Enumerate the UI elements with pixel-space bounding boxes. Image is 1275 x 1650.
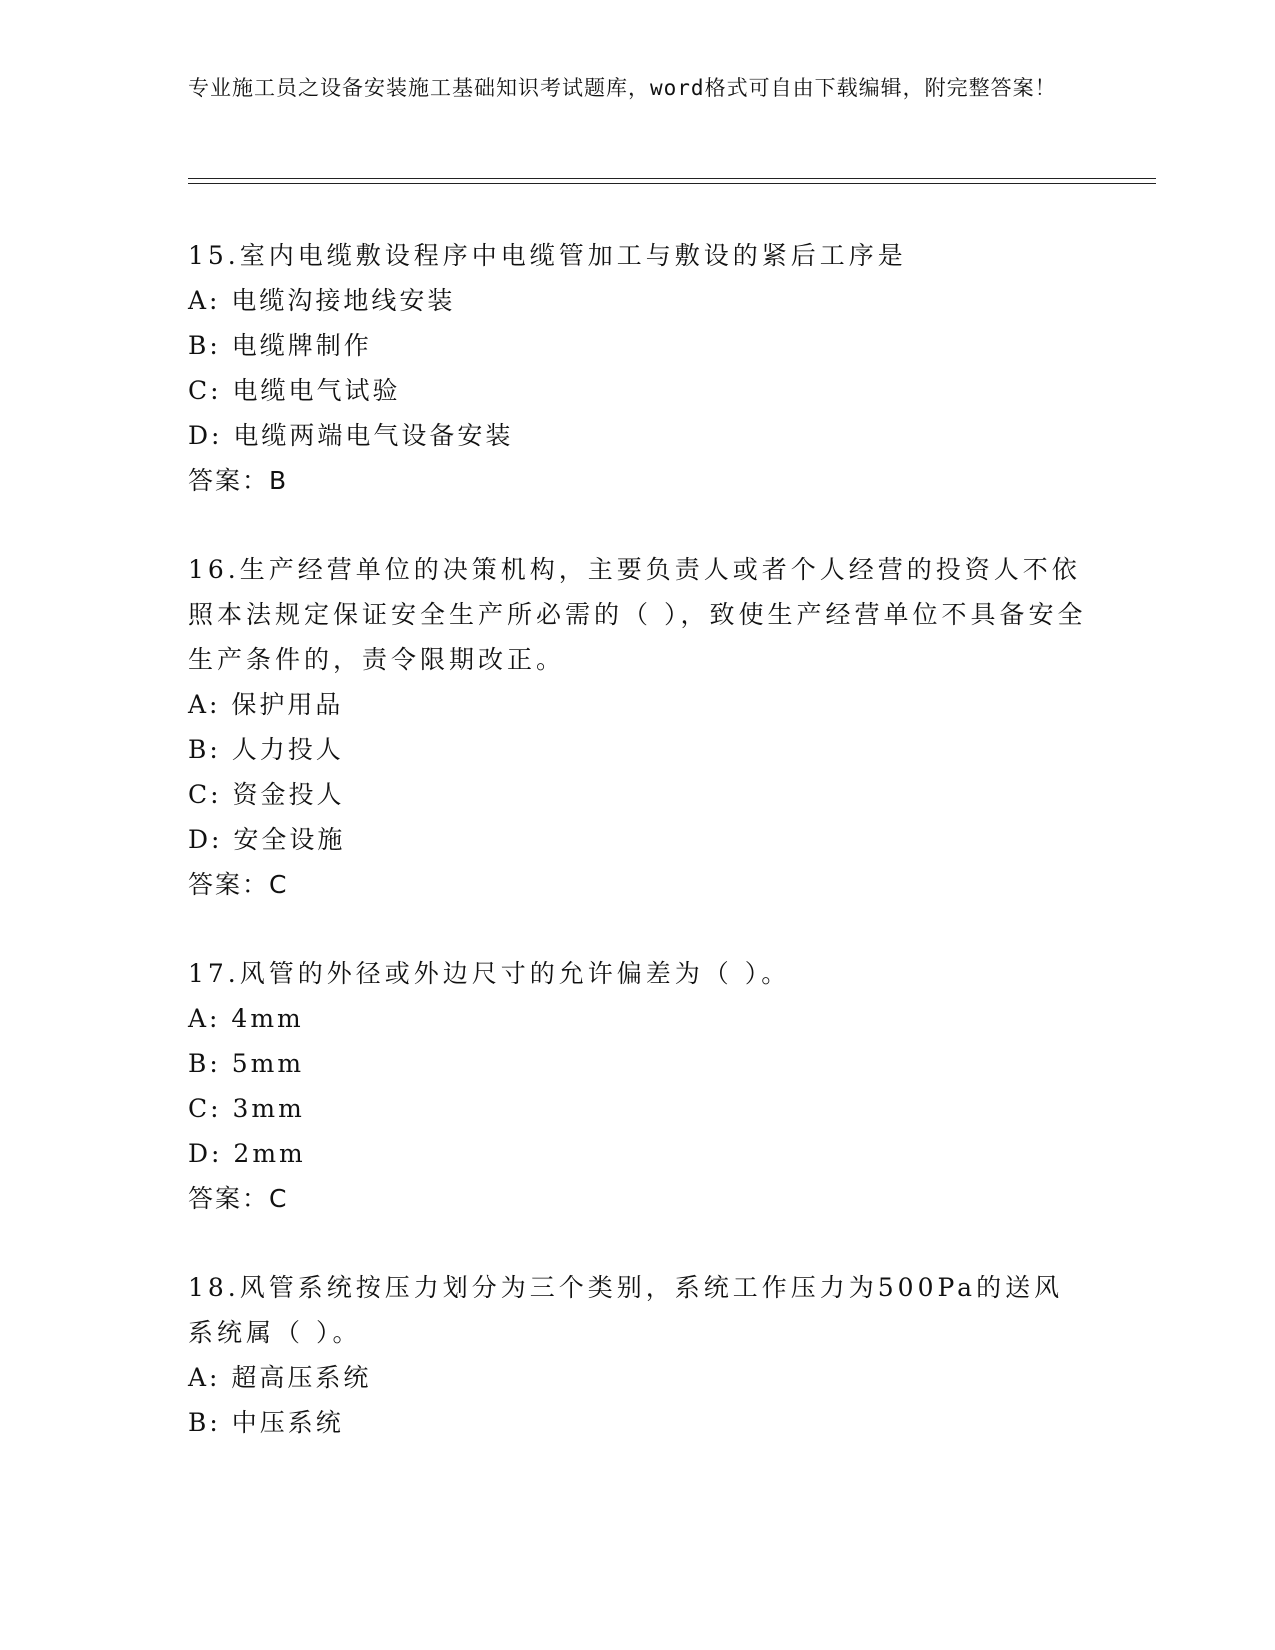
option-a: A: 4mm — [188, 1004, 304, 1033]
question-stem: 18.风管系统按压力划分为三个类别，系统工作压力为500Pa的送风系统属（ ）。 — [188, 1273, 1064, 1347]
answer: 答案：B — [188, 466, 289, 495]
option-b: B: 人力投人 — [188, 735, 344, 764]
question-18 — [188, 1265, 1088, 1445]
document-header: 专业施工员之设备安装施工基础知识考试题库，word格式可自由下载编辑，附完整答案！ — [188, 76, 1057, 100]
header-divider-top — [188, 178, 1156, 179]
option-d: D: 2mm — [188, 1139, 306, 1168]
question-stem: 17.风管的外径或外边尺寸的允许偏差为（ ）。 — [188, 959, 791, 988]
option-d: D: 安全设施 — [188, 825, 346, 854]
option-d: D: 电缆两端电气设备安装 — [188, 421, 514, 450]
question-16 — [188, 547, 1088, 907]
option-a: A: 电缆沟接地线安装 — [188, 286, 456, 315]
option-a: A: 超高压系统 — [188, 1363, 372, 1392]
option-a: A: 保护用品 — [188, 690, 344, 719]
option-c: C: 资金投人 — [188, 780, 345, 809]
answer: 答案：C — [188, 1184, 289, 1213]
option-c: C: 电缆电气试验 — [188, 376, 401, 405]
question-stem: 15.室内电缆敷设程序中电缆管加工与敷设的紧后工序是 — [188, 241, 907, 270]
question-15 — [188, 233, 1088, 503]
option-b: B: 5mm — [188, 1049, 305, 1078]
answer: 答案：C — [188, 870, 289, 899]
question-stem: 16.生产经营单位的决策机构，主要负责人或者个人经营的投资人不依照本法规定保证安全生产所必需的（ ），致使生产经营单位不具备安全生产条件的，责令限期改正。 — [188, 555, 1087, 674]
question-17 — [188, 951, 1088, 1221]
option-b: B: 电缆牌制作 — [188, 331, 372, 360]
option-b: B: 中压系统 — [188, 1408, 344, 1437]
header-divider-bottom — [188, 183, 1156, 184]
question-list — [188, 233, 1088, 1489]
option-c: C: 3mm — [188, 1094, 305, 1123]
